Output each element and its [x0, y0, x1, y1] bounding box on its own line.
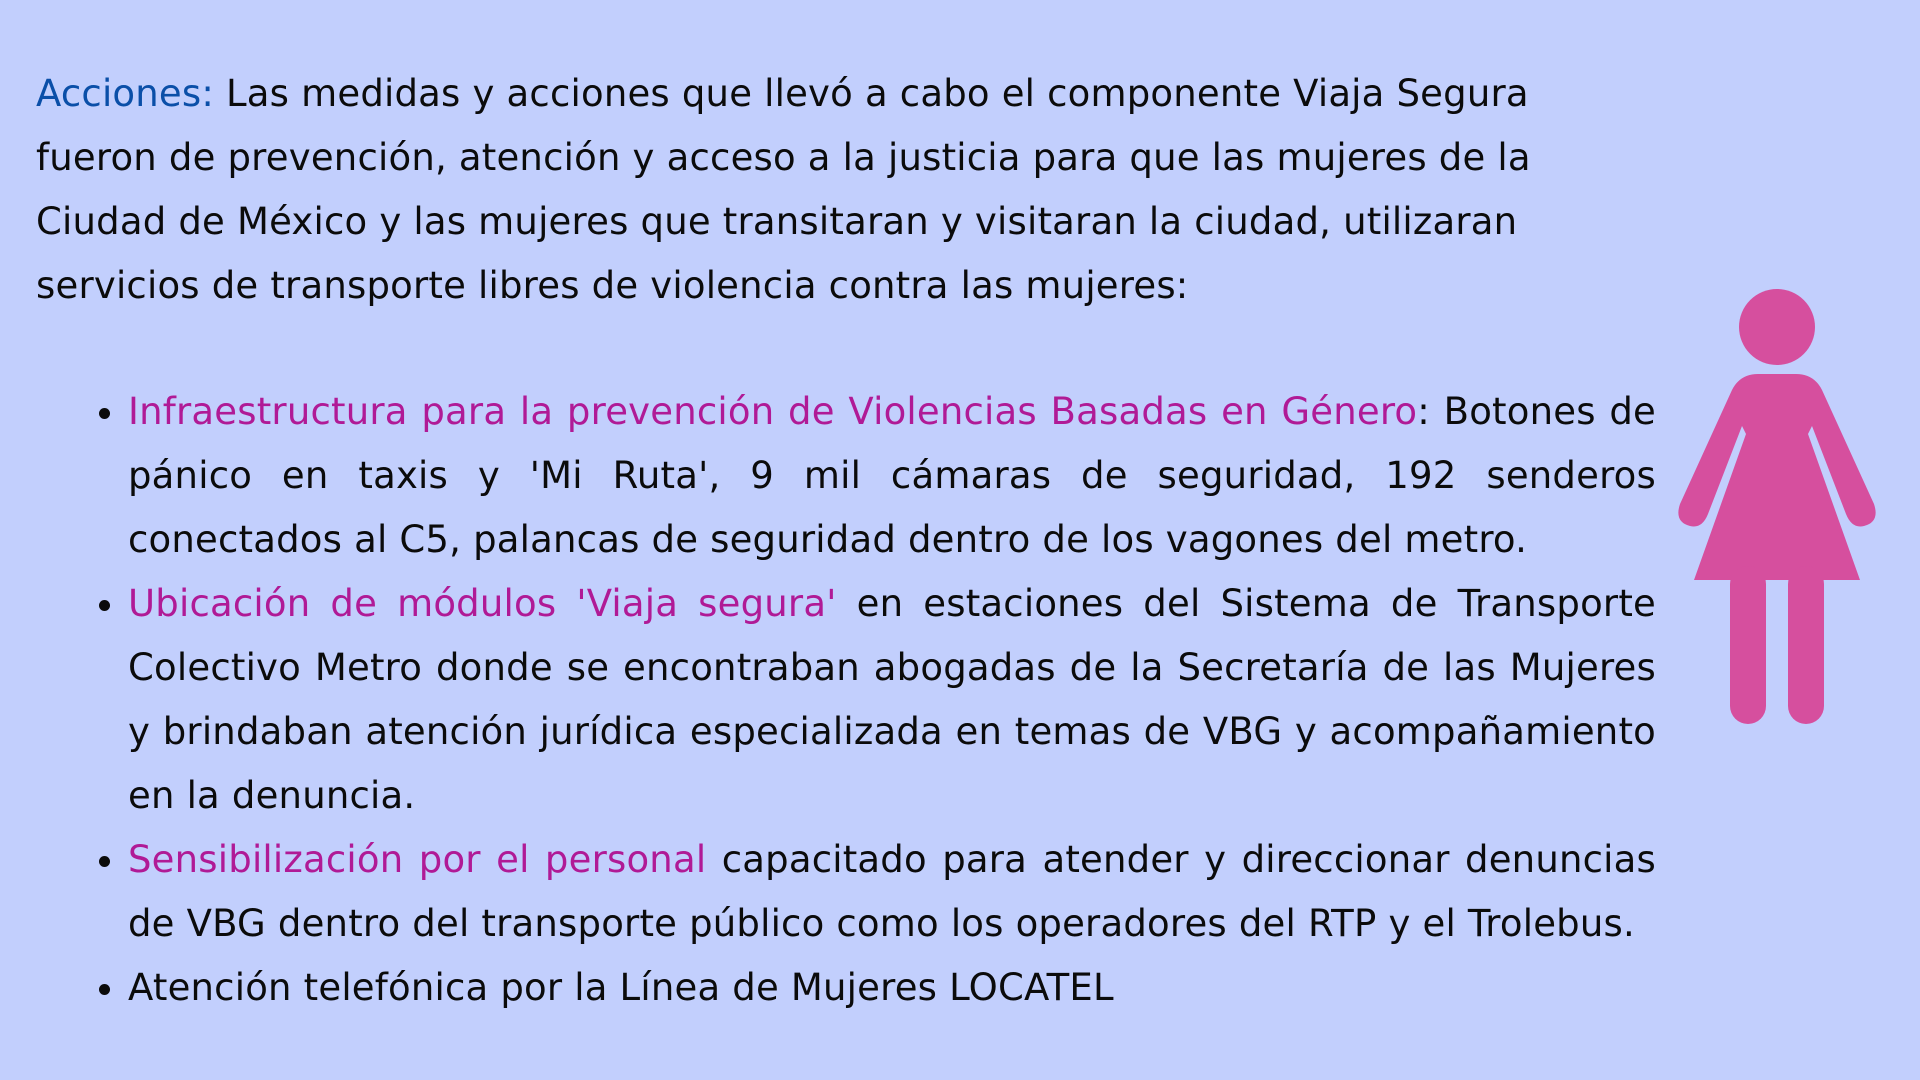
action-text: : Botones de pánico en taxis y 'Mi Ruta', 9 mil cámaras de seguridad, 192 senderos conectados al C5, palancas de seguridad dentro de los vagones del metro.	[128, 390, 1657, 561]
list-item	[128, 956, 1656, 1020]
list-item	[128, 572, 1656, 828]
list-item	[128, 828, 1656, 956]
actions-list	[90, 380, 1656, 1020]
action-highlight: Ubicación de módulos 'Viaja segura'	[128, 582, 837, 625]
action-highlight: Infraestructura para la prevención de Violencias Basadas en Género	[128, 390, 1418, 433]
action-text: en estaciones del Sistema de Transporte Colectivo Metro donde se encontraban abogadas de la Secretaría de las Mujeres y brindaban atención jurídica especializada en temas de VBG y acompañamiento en la denuncia.	[128, 582, 1656, 817]
woman-figure-icon	[1674, 286, 1880, 726]
intro-paragraph	[36, 62, 1606, 318]
action-highlight: Sensibilización por el personal	[128, 838, 707, 881]
intro-text: Las medidas y acciones que llevó a cabo el componente Viaja Segura fueron de prevención, atención y acceso a la justicia para que las mujeres de la Ciudad de México y las mujeres que transitaran y visitaran la ciudad, utilizaran servicios de transporte libres de violencia contra las mujeres:	[36, 72, 1531, 307]
list-item	[128, 380, 1656, 572]
action-text: Atención telefónica por la Línea de Mujeres LOCATEL	[128, 966, 1114, 1009]
action-text: capacitado para atender y direccionar denuncias de VBG dentro del transporte público como los operadores del RTP y el Trolebus.	[128, 838, 1657, 945]
intro-lead: Acciones:	[36, 72, 215, 115]
